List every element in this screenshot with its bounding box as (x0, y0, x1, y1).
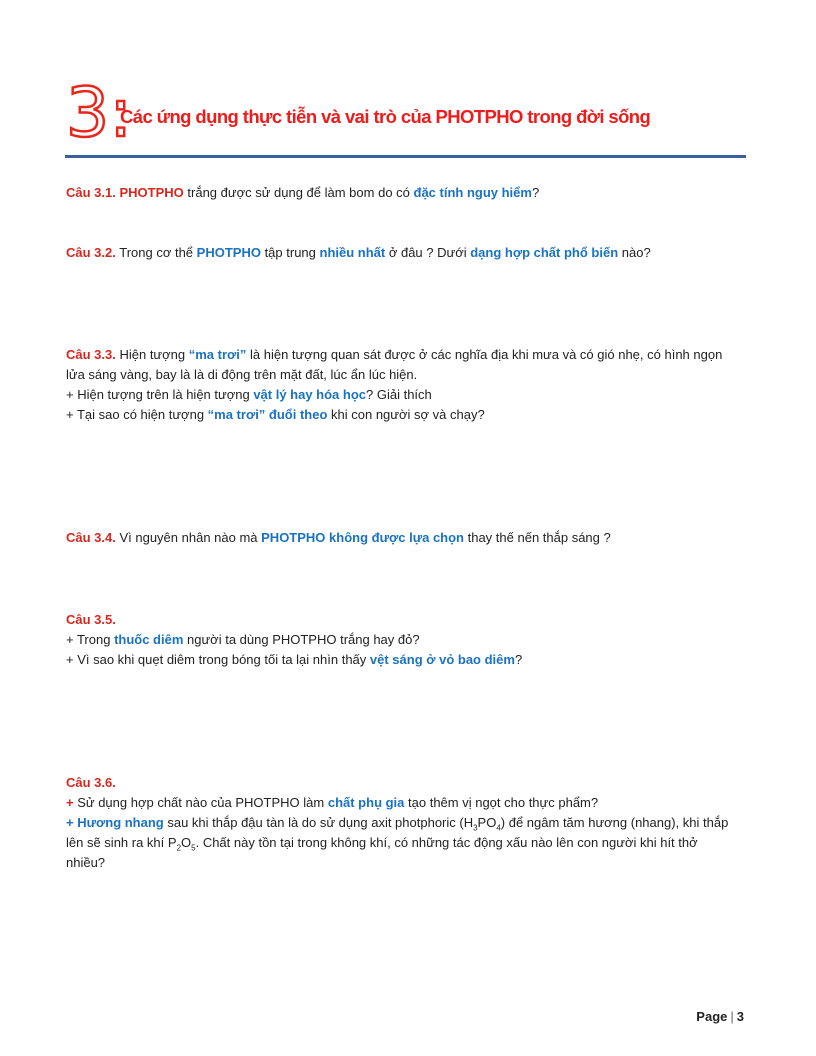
page-number: 3 (736, 1009, 744, 1024)
highlight-text: đặc tính nguy hiểm (413, 185, 532, 200)
question-line (66, 793, 756, 813)
highlight-text: thuốc diêm (114, 632, 184, 647)
highlight-text: dạng hợp chất phổ biến (470, 245, 619, 260)
question-text: Vì nguyên nhân nào mà (115, 530, 262, 545)
question-line (66, 650, 756, 670)
question-text: O (181, 835, 192, 850)
question-text: nhiều? (66, 855, 106, 870)
highlight-text: + Hương nhang (66, 815, 164, 830)
question-text: + Vì sao khi quẹt diêm trong bóng tối ta lại nhìn thấy (66, 652, 370, 667)
question-label: Câu 3.4. (66, 530, 116, 545)
question-line (66, 345, 756, 365)
question-line (66, 243, 756, 263)
question-text: lên sẽ sinh ra khí P (66, 835, 177, 850)
subscript: 2 (176, 843, 182, 853)
highlight-text: PHOTPHO (196, 245, 261, 260)
question-text: người ta dùng PHOTPHO trắng hay đỏ? (183, 632, 420, 647)
question-label: Câu 3.6. (66, 775, 116, 790)
subscript: 4 (496, 823, 501, 833)
question-3-4 (66, 528, 756, 548)
highlight-text: vệt sáng ở vỏ bao diêm (369, 652, 515, 667)
section-header (66, 74, 756, 158)
question-text: ? Giải thích (366, 387, 432, 402)
question-line (66, 630, 756, 650)
question-line (66, 183, 756, 203)
question-text: là hiện tượng quan sát được ở các nghĩa địa khi mưa và có gió nhẹ, có hình ngọn (246, 347, 723, 362)
highlight-text: vật lý hay hóa học (253, 387, 367, 402)
page-label: Page (696, 1009, 728, 1024)
question-text: + Tại sao có hiện tượng (66, 407, 208, 422)
page-footer (696, 1009, 744, 1024)
question-line (66, 385, 756, 405)
question-text: thay thế nến thắp sáng ? (464, 530, 611, 545)
question-text: Hiện tượng (115, 347, 189, 362)
question-text: khi con người sợ và chạy? (327, 407, 485, 422)
question-line (66, 853, 756, 873)
question-text: lửa sáng vàng, bay là là di động trên mặt đất, lúc ẩn lúc hiện. (66, 367, 418, 382)
question-3-5 (66, 610, 756, 670)
question-text: tập trung (260, 245, 320, 260)
question-label: Câu 3.2. (66, 245, 116, 260)
question-text: ở đâu ? Dưới (385, 245, 471, 260)
question-text: + (66, 795, 74, 810)
question-text: ) để ngâm tăm hương (nhang), khi thắp (500, 815, 729, 830)
highlight-text: nhiều nhất (319, 245, 386, 260)
highlight-text: PHOTPHO không được lựa chọn (261, 530, 464, 545)
question-label: Câu 3.3. (66, 347, 116, 362)
highlight-text: “ma trơi” (188, 347, 247, 362)
subscript: 5 (191, 843, 196, 853)
highlight-text: “ma trơi” đuổi theo (207, 407, 328, 422)
question-text: Trong cơ thể (115, 245, 197, 260)
question-text: trắng được sử dụng để làm bom do có (183, 185, 414, 200)
subscript: 3 (473, 823, 478, 833)
question-text: tạo thêm vị ngọt cho thực phẩm? (404, 795, 599, 810)
question-text: PHOTPHO (119, 185, 184, 200)
question-text: ? (514, 652, 523, 667)
section-title: Các ứng dụng thực tiễn và vai trò của PHOTPHO trong đời sống (120, 106, 651, 127)
question-label: Câu 3.5. (66, 612, 116, 627)
question-text: Sử dụng hợp chất nào của PHOTPHO làm (73, 795, 328, 810)
question-3-1 (66, 183, 756, 203)
question-text: PO (477, 815, 497, 830)
question-3-2 (66, 243, 756, 263)
question-label: Câu 3.1. (66, 185, 116, 200)
question-line (66, 773, 756, 793)
question-3-6 (66, 773, 756, 873)
question-line (66, 405, 756, 425)
question-line (66, 813, 756, 833)
page-separator: | (730, 1009, 734, 1024)
question-line (66, 365, 756, 385)
question-line (66, 610, 756, 630)
question-text: ? (531, 185, 540, 200)
question-text: sau khi thắp đậu tàn là do sử dụng axit photphoric (H (163, 815, 474, 830)
question-3-3 (66, 345, 756, 425)
question-line (66, 528, 756, 548)
question-text: + Trong (66, 632, 115, 647)
question-text: nào? (618, 245, 651, 260)
question-text: + Hiện tượng trên là hiện tượng (66, 387, 254, 402)
highlight-text: chất phụ gia (327, 795, 405, 810)
section-number: 3: (66, 74, 133, 153)
question-line (66, 833, 756, 853)
header-divider (65, 155, 746, 158)
question-text: . Chất này tồn tại trong không khí, có những tác động xấu nào lên con người khi hít thở (195, 835, 698, 850)
